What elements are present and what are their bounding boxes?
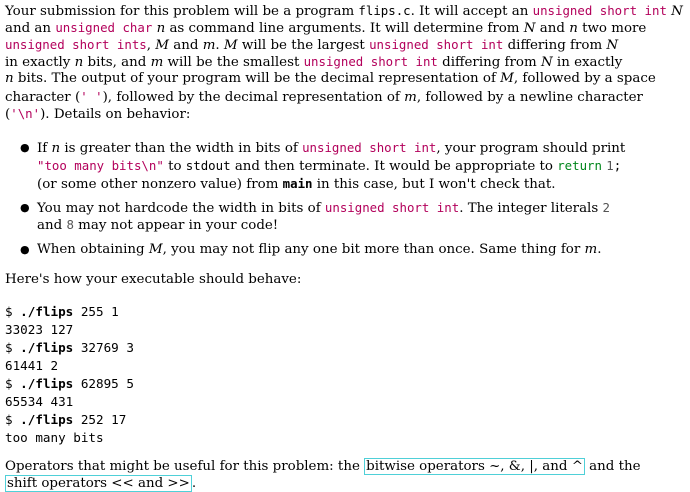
footer-line-2: [5, 475, 196, 492]
terminal-command-line: [5, 339, 134, 356]
terminal-output-line: [5, 429, 104, 446]
math-var: m: [150, 55, 164, 70]
literal-code: 8: [66, 217, 74, 232]
bullet-1-line-3: [37, 175, 556, 193]
text: , followed by a space: [513, 71, 656, 86]
text: bits. The output of your program will be the decimal representation of: [13, 71, 501, 86]
text: , your program should print: [436, 141, 626, 156]
terminal-command-line: [5, 303, 119, 320]
main-code: main: [282, 176, 313, 191]
type-code: unsigned short int: [369, 37, 504, 52]
text: Your submission for this problem will be a program: [5, 4, 359, 19]
type-code: unsigned short int: [303, 54, 438, 69]
text: You may not hardcode the width in bits of: [37, 201, 325, 216]
bullet-dot: ●: [20, 141, 30, 154]
math-var: m: [584, 242, 598, 257]
bullet-dot: ●: [20, 201, 30, 214]
command: ./flips: [20, 340, 74, 355]
intro-line-7: [5, 105, 190, 123]
text: and: [535, 21, 570, 36]
literal-code: 1: [606, 158, 614, 173]
math-var: n: [156, 21, 166, 36]
text: . The integer literals: [459, 201, 603, 216]
math-var: m: [404, 90, 417, 105]
text: is greater than the width in bits of: [60, 141, 303, 156]
intro-line-6: [5, 88, 643, 106]
text: ,: [146, 38, 156, 53]
math-var: N: [523, 21, 536, 36]
output: too many bits: [5, 430, 104, 445]
intro-line-5: [5, 70, 656, 87]
type-code: unsigned short int: [324, 200, 460, 215]
text: as command line arguments. It will determine from: [165, 21, 524, 36]
shift-operators-link[interactable]: shift operators << and >>: [7, 476, 190, 491]
text: in exactly: [552, 55, 623, 70]
type-code: unsigned short ints: [5, 37, 147, 52]
text: ). Details on behavior:: [40, 107, 191, 122]
math-var: N: [671, 4, 683, 19]
text: , you may not flip any one bit more than once. Same thing for: [162, 242, 585, 257]
output: 61441 2: [5, 358, 59, 373]
prompt: $: [5, 412, 21, 427]
prompt: $: [5, 376, 21, 391]
bitwise-operators-link[interactable]: bitwise operators ~, &, |, and ^: [366, 459, 583, 474]
semicolon-code: ;: [613, 158, 622, 173]
text: differing from: [503, 38, 607, 53]
text: and then terminate. It would be appropriate to: [230, 159, 558, 174]
command-args: 32769 3: [73, 340, 134, 355]
math-var: n: [74, 55, 84, 70]
bullet-2-line-1: [37, 199, 610, 217]
text: two more: [577, 21, 647, 36]
command-args: 252 17: [73, 412, 127, 427]
output: 65534 431: [5, 394, 74, 409]
bullet-dot: ●: [20, 243, 30, 256]
prompt: $: [5, 340, 21, 355]
output: 33023 127: [5, 322, 74, 337]
behave-heading: [5, 271, 301, 288]
type-code: unsigned char: [55, 20, 153, 35]
command: ./flips: [20, 376, 74, 391]
text: , followed by a newline character: [416, 90, 643, 105]
text: bits, and: [83, 55, 151, 70]
newline-char-code: '\n': [10, 106, 41, 121]
text: and: [37, 218, 67, 233]
bullet-3-line-1: [37, 241, 602, 258]
intro-line-2: [5, 19, 646, 37]
text: in exactly: [5, 55, 75, 70]
text: (or some other nonzero value) from: [37, 177, 283, 192]
text: .: [191, 476, 197, 491]
terminal-output-line: [5, 357, 58, 374]
text: ), followed by the decimal representation of: [102, 90, 405, 105]
math-var: M: [223, 38, 238, 53]
footer-line-1: [5, 458, 641, 475]
terminal-command-line: [5, 375, 134, 392]
text: Here's how your executable should behave:: [5, 272, 302, 287]
command: ./flips: [20, 304, 74, 319]
space-char-code: ' ': [80, 89, 103, 104]
math-var: M: [155, 38, 169, 53]
type-code: unsigned short int: [302, 140, 437, 155]
math-var: M: [500, 71, 514, 86]
bullet-1-line-2: [37, 157, 621, 175]
intro-line-1: [5, 2, 683, 20]
math-var: m: [202, 38, 216, 53]
math-var: N: [606, 38, 619, 53]
intro-line-4: [5, 53, 622, 71]
command-args: 255 1: [73, 304, 119, 319]
text: If: [37, 141, 52, 156]
filename-code: flips.c: [358, 3, 411, 18]
math-var: N: [540, 55, 553, 70]
terminal-command-line: [5, 411, 126, 428]
bullet-2-line-2: [37, 216, 278, 234]
text: When obtaining: [37, 242, 149, 257]
text: (: [5, 107, 11, 122]
stdout-code: stdout: [185, 158, 231, 173]
text: will be the smallest: [163, 55, 304, 70]
text: .: [215, 38, 224, 53]
text: .: [597, 242, 602, 257]
text: character (: [5, 90, 81, 105]
text: to: [163, 159, 186, 174]
text: in this case, but I won't check that.: [312, 177, 556, 192]
terminal-output-line: [5, 393, 73, 410]
math-var: n: [569, 21, 578, 36]
command: ./flips: [20, 412, 74, 427]
literal-code: 2: [602, 200, 610, 215]
string-code: "too many bits\n": [37, 158, 164, 173]
math-var: n: [51, 141, 61, 156]
text: Operators that might be useful for this problem: the: [5, 459, 365, 474]
math-var: M: [148, 242, 163, 257]
command-args: 62895 5: [73, 376, 134, 391]
terminal-output-line: [5, 321, 73, 338]
math-var: n: [5, 71, 14, 86]
text: differing from: [437, 55, 541, 70]
text: and an: [5, 21, 56, 36]
bullet-1-line-1: [37, 139, 625, 157]
text: may not appear in your code!: [73, 218, 279, 233]
text: and the: [584, 459, 641, 474]
text: . It will accept an: [410, 4, 533, 19]
text: will be the largest: [237, 38, 370, 53]
intro-line-3: [5, 36, 618, 54]
text: and: [168, 38, 203, 53]
prompt: $: [5, 304, 21, 319]
return-keyword: return: [557, 158, 602, 173]
type-code: unsigned short int: [532, 3, 667, 18]
